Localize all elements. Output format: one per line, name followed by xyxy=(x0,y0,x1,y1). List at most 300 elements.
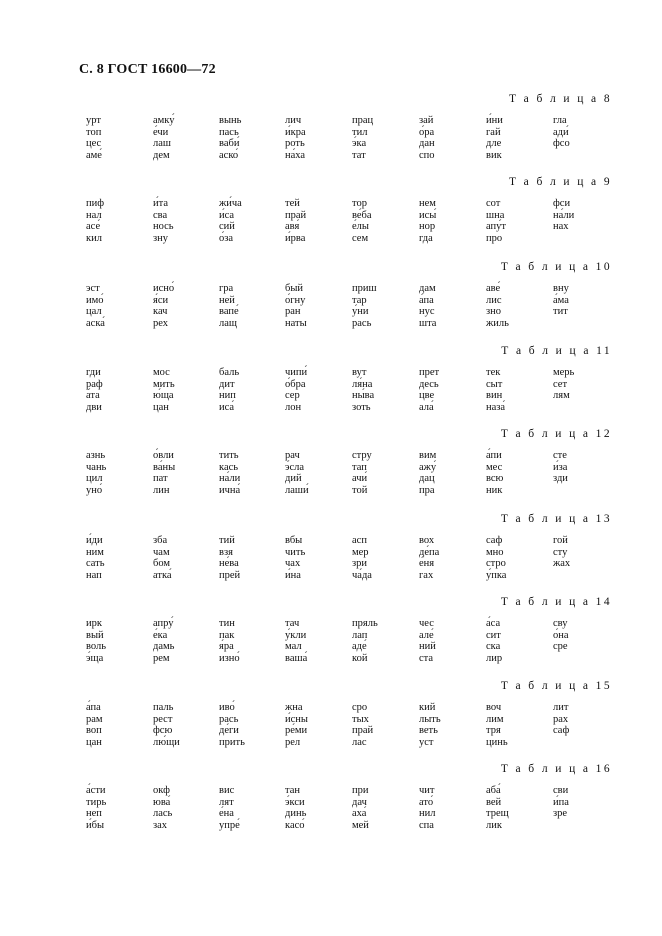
syllable-cell: атка́ xyxy=(153,569,172,581)
syllable-cell: у́кли xyxy=(285,629,307,641)
syllable-cell: нах xyxy=(553,221,569,233)
syllable-cell: чипи́ xyxy=(285,367,308,378)
table-caption: Т а б л и ц а 16 xyxy=(500,763,612,775)
syllable-cell: нось xyxy=(153,221,174,233)
table-caption: Т а б л и ц а 13 xyxy=(500,513,612,525)
syllable-cell: вох xyxy=(419,535,435,546)
syllable-column xyxy=(153,535,213,581)
syllable-cell: имо́ xyxy=(86,294,104,306)
syllable-cell: тек xyxy=(486,367,501,378)
syllable-cell: воч xyxy=(486,702,502,713)
syllable-cell: я́си xyxy=(153,294,169,306)
syllable-cell: рач xyxy=(285,450,300,461)
syllable-cell: лю́щи xyxy=(153,736,180,748)
syllable-column xyxy=(86,450,146,496)
syllable-cell: трещ xyxy=(486,808,509,820)
syllable-cell: вут xyxy=(352,367,367,378)
syllable-cell: кил xyxy=(86,232,102,244)
syllable-cell: и́ни xyxy=(486,115,503,126)
syllable-cell: цал xyxy=(86,306,102,318)
syllable-cell: неп xyxy=(86,808,102,820)
syllable-column xyxy=(553,785,613,820)
syllable-cell: ади́ xyxy=(553,126,569,138)
syllable-cell: лик xyxy=(486,819,502,831)
syllable-cell: динь xyxy=(285,808,307,820)
syllable-column xyxy=(419,702,479,748)
syllable-cell: эст xyxy=(86,283,100,294)
syllable-cell: рась xyxy=(352,317,372,329)
syllable-cell: прац xyxy=(352,115,374,126)
syllable-cell: исно́ xyxy=(153,283,175,294)
syllable-column xyxy=(486,618,546,664)
syllable-cell: о́за xyxy=(219,232,234,244)
syllable-cell: на́ли xyxy=(219,473,241,485)
syllable-cell: а́ма xyxy=(553,294,569,306)
syllable-cell: наты xyxy=(285,317,307,329)
syllable-cell: жна xyxy=(285,702,303,713)
syllable-cell: окф xyxy=(153,785,170,796)
syllable-cell: зре xyxy=(553,808,568,820)
syllable-cell: и́та xyxy=(153,198,168,209)
syllable-column xyxy=(86,115,146,161)
syllable-cell: ска xyxy=(486,641,501,653)
syllable-cell: касо́ xyxy=(285,819,305,831)
syllable-cell: е́ня xyxy=(419,558,435,570)
syllable-cell: гди xyxy=(86,367,101,378)
syllable-cell: лир xyxy=(486,652,503,664)
syllable-cell: чань xyxy=(86,461,107,473)
syllable-cell: лин xyxy=(153,484,170,496)
syllable-cell: бом xyxy=(153,558,171,570)
syllable-cell: и́са xyxy=(219,209,235,221)
syllable-cell: тирь xyxy=(86,796,107,808)
syllable-column xyxy=(553,702,613,737)
syllable-cell: ваша́ xyxy=(285,652,308,664)
syllable-cell: е́лы xyxy=(352,221,369,233)
syllable-cell: нал xyxy=(86,209,102,221)
syllable-column xyxy=(419,785,479,831)
syllable-cell: гах xyxy=(419,569,434,581)
table-caption: Т а б л и ц а 11 xyxy=(501,345,612,357)
syllable-cell: мер xyxy=(352,546,369,558)
syllable-cell: лап xyxy=(352,629,368,641)
syllable-cell: тор xyxy=(352,198,367,209)
syllable-cell: ична́ xyxy=(219,484,241,496)
syllable-cell: фсо xyxy=(553,138,570,150)
syllable-column xyxy=(86,283,146,329)
table-caption: Т а б л и ц а 15 xyxy=(500,680,612,692)
syllable-column xyxy=(553,535,613,570)
syllable-cell: ва́ны xyxy=(153,461,176,473)
syllable-cell: а́са xyxy=(486,618,501,629)
syllable-cell: зну xyxy=(153,232,169,244)
syllable-cell: иса́ xyxy=(219,401,235,413)
syllable-cell: вик xyxy=(486,149,502,161)
syllable-cell: а́та xyxy=(86,390,100,402)
syllable-cell: рам xyxy=(86,713,103,725)
syllable-column xyxy=(285,450,345,496)
syllable-cell: наза́ xyxy=(486,401,506,413)
syllable-cell: стро xyxy=(486,558,506,570)
syllable-cell: вис xyxy=(219,785,235,796)
syllable-column xyxy=(352,702,412,748)
syllable-cell: гла xyxy=(553,115,567,126)
syllable-cell: прей xyxy=(219,569,241,581)
syllable-column xyxy=(219,618,279,664)
syllable-cell: десь xyxy=(419,378,439,390)
syllable-cell: и́ди xyxy=(86,535,103,546)
syllable-column xyxy=(219,283,279,329)
syllable-cell: пиф xyxy=(86,198,105,209)
syllable-cell: и́сны xyxy=(285,713,308,725)
syllable-column xyxy=(352,535,412,581)
syllable-column xyxy=(285,198,345,244)
syllable-cell: сви xyxy=(553,785,569,796)
syllable-cell: ля́на xyxy=(352,378,373,390)
syllable-cell: о́ра xyxy=(419,126,435,138)
syllable-cell: мерь xyxy=(553,367,575,378)
syllable-column xyxy=(219,450,279,496)
syllable-cell: и́на xyxy=(285,569,301,581)
syllable-column xyxy=(285,283,345,329)
syllable-cell: ала́ xyxy=(419,401,434,413)
syllable-cell: дви xyxy=(86,401,102,413)
syllable-cell: ю́ща xyxy=(153,390,174,402)
syllable-column xyxy=(153,785,213,831)
syllable-cell: и́рва xyxy=(285,232,306,244)
syllable-cell: авя́ xyxy=(285,221,300,233)
syllable-cell: чит xyxy=(419,785,435,796)
syllable-cell: роть xyxy=(285,138,305,150)
syllable-column xyxy=(86,618,146,664)
syllable-cell: е́ка xyxy=(153,629,168,641)
syllable-cell: ча́да xyxy=(352,569,372,581)
syllable-column xyxy=(285,367,345,413)
syllable-cell: рех xyxy=(153,317,169,329)
syllable-cell: ирк xyxy=(86,618,102,629)
syllable-cell: лащ xyxy=(219,317,237,329)
syllable-cell: и́кра xyxy=(285,126,306,138)
syllable-cell: асп xyxy=(352,535,367,546)
syllable-cell: сот xyxy=(486,198,501,209)
syllable-cell: иво́ xyxy=(219,702,235,713)
syllable-cell: прет xyxy=(419,367,440,378)
syllable-cell: тил xyxy=(352,126,368,138)
syllable-cell: зри xyxy=(352,558,368,570)
syllable-cell: кась xyxy=(219,461,239,473)
syllable-column xyxy=(419,115,479,161)
syllable-cell: сва xyxy=(153,209,168,221)
syllable-cell: сий xyxy=(219,221,235,233)
syllable-cell: э́кси xyxy=(285,796,305,808)
syllable-column xyxy=(153,367,213,413)
syllable-cell: э́ка xyxy=(352,138,367,150)
syllable-cell: а́сти xyxy=(86,785,106,796)
syllable-column xyxy=(486,198,546,244)
syllable-cell: зно xyxy=(486,306,502,318)
table-caption: Т а б л и ц а 12 xyxy=(500,428,612,440)
syllable-column xyxy=(86,785,146,831)
syllable-column xyxy=(486,535,546,581)
syllable-cell: апру́ xyxy=(153,618,174,629)
syllable-column xyxy=(219,702,279,748)
syllable-cell: рах xyxy=(553,713,569,725)
syllable-cell: чить xyxy=(285,546,306,558)
syllable-cell: ним xyxy=(86,546,104,558)
syllable-cell: ваби́ xyxy=(219,138,240,150)
syllable-cell: прай xyxy=(352,725,374,737)
syllable-cell: лич xyxy=(285,115,302,126)
syllable-cell: нор xyxy=(419,221,436,233)
syllable-cell: асе́ xyxy=(86,221,101,233)
syllable-cell: тря xyxy=(486,725,501,737)
table-caption: Т а б л и ц а 10 xyxy=(500,261,612,273)
syllable-cell: жи́ча xyxy=(219,198,242,209)
syllable-cell: рем xyxy=(153,652,170,664)
syllable-cell: тин xyxy=(219,618,235,629)
syllable-cell: сыт xyxy=(486,378,503,390)
syllable-cell: цве xyxy=(419,390,435,402)
syllable-cell: вну xyxy=(553,283,569,294)
syllable-cell: сер xyxy=(285,390,300,402)
syllable-cell: цан xyxy=(86,736,102,748)
syllable-cell: ато́ xyxy=(419,796,434,808)
syllable-column xyxy=(486,367,546,413)
syllable-cell: сит xyxy=(486,629,501,641)
syllable-column xyxy=(486,785,546,831)
syllable-cell: лаши́ xyxy=(285,484,309,496)
syllable-cell: аде́ xyxy=(352,641,367,653)
syllable-cell: амку́ xyxy=(153,115,175,126)
syllable-cell: лас xyxy=(352,736,367,748)
syllable-column xyxy=(486,702,546,748)
syllable-cell: де́па xyxy=(419,546,440,558)
syllable-cell: аба́ xyxy=(486,785,501,796)
syllable-cell: юва́ xyxy=(153,796,171,808)
syllable-cell: лон xyxy=(285,401,302,413)
syllable-cell: вбы xyxy=(285,535,303,546)
syllable-cell: де́ги xyxy=(219,725,239,737)
syllable-column xyxy=(153,702,213,748)
table-caption: Т а б л и ц а 8 xyxy=(508,93,612,105)
syllable-column xyxy=(285,785,345,831)
syllable-cell: исы́ xyxy=(419,209,437,221)
syllable-cell: спо xyxy=(419,149,435,161)
syllable-cell: ве́ба xyxy=(352,209,372,221)
syllable-cell: ней xyxy=(219,294,235,306)
syllable-cell: фсю xyxy=(153,725,173,737)
syllable-cell: вынь xyxy=(219,115,242,126)
syllable-cell: лят xyxy=(219,796,234,808)
syllable-column xyxy=(352,618,412,664)
syllable-cell: сре xyxy=(553,641,568,653)
syllable-column xyxy=(219,367,279,413)
syllable-cell: аско́ xyxy=(219,149,239,161)
syllable-cell: пат xyxy=(153,473,168,485)
syllable-cell: дач xyxy=(352,796,367,808)
syllable-cell: азнь xyxy=(86,450,106,461)
syllable-cell: взя xyxy=(219,546,233,558)
syllable-cell: сем xyxy=(352,232,369,244)
syllable-cell: аме́ xyxy=(86,149,102,161)
syllable-cell: нус xyxy=(419,306,435,318)
syllable-cell: аска́ xyxy=(86,317,105,329)
syllable-cell: зоть xyxy=(352,401,371,413)
syllable-cell: лим xyxy=(486,713,504,725)
syllable-cell: нил xyxy=(419,808,436,820)
syllable-cell: тач xyxy=(285,618,300,629)
syllable-cell: зба xyxy=(153,535,168,546)
syllable-column xyxy=(419,198,479,244)
syllable-cell: урт xyxy=(86,115,101,126)
syllable-cell: уст xyxy=(419,736,434,748)
syllable-cell: кий xyxy=(419,702,436,713)
syllable-column xyxy=(153,450,213,496)
syllable-cell: дамь xyxy=(153,641,175,653)
syllable-cell: цес xyxy=(86,138,102,150)
syllable-cell: сву xyxy=(553,618,568,629)
syllable-cell: кой xyxy=(352,652,368,664)
syllable-cell: о́вли xyxy=(153,450,174,461)
syllable-cell: тит xyxy=(553,306,568,318)
syllable-column xyxy=(419,535,479,581)
syllable-column xyxy=(419,367,479,413)
syllable-cell: ник xyxy=(486,484,503,496)
syllable-cell: тан xyxy=(285,785,300,796)
syllable-cell: на́ли xyxy=(553,209,575,221)
syllable-cell: фси xyxy=(553,198,571,209)
syllable-column xyxy=(553,283,613,318)
syllable-cell: чам xyxy=(153,546,170,558)
syllable-cell: паль xyxy=(153,702,174,713)
syllable-cell: е́на xyxy=(219,808,234,820)
syllable-cell: жиль xyxy=(486,317,509,329)
syllable-cell: гай xyxy=(486,126,501,138)
syllable-cell: цинь xyxy=(486,736,508,748)
syllable-cell: пряль xyxy=(352,618,378,629)
syllable-cell: мей xyxy=(352,819,369,831)
syllable-cell: дем xyxy=(153,149,170,161)
syllable-cell: тар xyxy=(352,294,367,306)
syllable-column xyxy=(285,535,345,581)
syllable-cell: приш xyxy=(352,283,377,294)
syllable-cell: и́па xyxy=(553,796,569,808)
syllable-column xyxy=(219,115,279,161)
syllable-cell: шта xyxy=(419,317,437,329)
syllable-cell: сро xyxy=(352,702,368,713)
syllable-cell: и́за xyxy=(553,461,568,473)
syllable-cell: саф xyxy=(553,725,570,737)
syllable-column xyxy=(352,367,412,413)
syllable-cell: аха́ xyxy=(352,808,367,820)
syllable-cell: мал xyxy=(285,641,302,653)
syllable-column xyxy=(553,367,613,402)
syllable-cell: вим xyxy=(419,450,437,461)
syllable-cell: тых xyxy=(352,713,369,725)
syllable-cell: воп xyxy=(86,725,102,737)
syllable-cell: вин xyxy=(486,390,503,402)
syllable-cell: мить xyxy=(153,378,175,390)
syllable-cell: нип xyxy=(219,390,236,402)
syllable-cell: ны́ва xyxy=(352,390,375,402)
syllable-cell: вей xyxy=(486,796,502,808)
syllable-cell: при xyxy=(352,785,369,796)
syllable-column xyxy=(86,535,146,581)
syllable-cell: кач xyxy=(153,306,168,318)
syllable-cell: у́пка xyxy=(486,569,507,581)
syllable-column xyxy=(486,450,546,496)
syllable-cell: мос xyxy=(153,367,170,378)
syllable-cell: гра xyxy=(219,283,234,294)
syllable-cell: ре́ми xyxy=(285,725,308,737)
syllable-cell: лям xyxy=(553,390,570,402)
syllable-cell: лась xyxy=(153,808,173,820)
syllable-cell: тить xyxy=(219,450,239,461)
syllable-column xyxy=(86,367,146,413)
syllable-cell: пак xyxy=(219,629,235,641)
syllable-column xyxy=(553,618,613,653)
syllable-cell: дле xyxy=(486,138,502,150)
syllable-cell: тей xyxy=(285,198,300,209)
syllable-cell: шна xyxy=(486,209,505,221)
syllable-cell: але́ xyxy=(419,629,434,641)
syllable-cell: раф xyxy=(86,378,103,390)
syllable-cell: рест xyxy=(153,713,173,725)
syllable-cell: и́бы xyxy=(86,819,105,831)
syllable-cell: рась xyxy=(219,713,239,725)
syllable-cell: тат xyxy=(352,149,366,161)
syllable-column xyxy=(419,450,479,496)
syllable-cell: саф xyxy=(486,535,503,546)
syllable-cell: пра xyxy=(419,484,435,496)
syllable-cell: жах xyxy=(553,558,571,570)
syllable-cell: ран xyxy=(285,306,301,318)
page-header: С. 8 ГОСТ 16600—72 xyxy=(79,62,216,77)
syllable-cell: прить xyxy=(219,736,245,748)
syllable-cell: цил xyxy=(86,473,103,485)
syllable-cell: воль xyxy=(86,641,107,653)
syllable-cell: ачи́ xyxy=(352,473,368,485)
syllable-cell: мно xyxy=(486,546,504,558)
syllable-cell: дит xyxy=(219,378,235,390)
syllable-cell: нем xyxy=(419,198,436,209)
syllable-cell: дан xyxy=(419,138,435,150)
syllable-column xyxy=(285,618,345,664)
syllable-cell: о́на xyxy=(553,629,569,641)
syllable-column xyxy=(352,283,412,329)
syllable-cell: изно́ xyxy=(219,652,240,664)
syllable-cell: лит xyxy=(553,702,569,713)
syllable-cell: гой xyxy=(553,535,568,546)
syllable-column xyxy=(153,283,213,329)
syllable-cell: у́ни xyxy=(352,306,369,318)
syllable-column xyxy=(419,283,479,329)
syllable-column xyxy=(153,115,213,161)
syllable-column xyxy=(553,198,613,233)
syllable-cell: вапе́ xyxy=(219,306,239,318)
syllable-cell: спа xyxy=(419,819,434,831)
syllable-cell: стру xyxy=(352,450,372,461)
syllable-column xyxy=(553,450,613,485)
syllable-cell: топ xyxy=(86,126,102,138)
syllable-cell: упре́ xyxy=(219,819,240,831)
syllable-cell: лис xyxy=(486,294,502,306)
syllable-cell: апу́т xyxy=(486,221,506,233)
syllable-cell: аве́ xyxy=(486,283,501,294)
syllable-cell: зди xyxy=(553,473,568,485)
syllable-column xyxy=(486,283,546,329)
syllable-cell: о́гну xyxy=(285,294,306,306)
